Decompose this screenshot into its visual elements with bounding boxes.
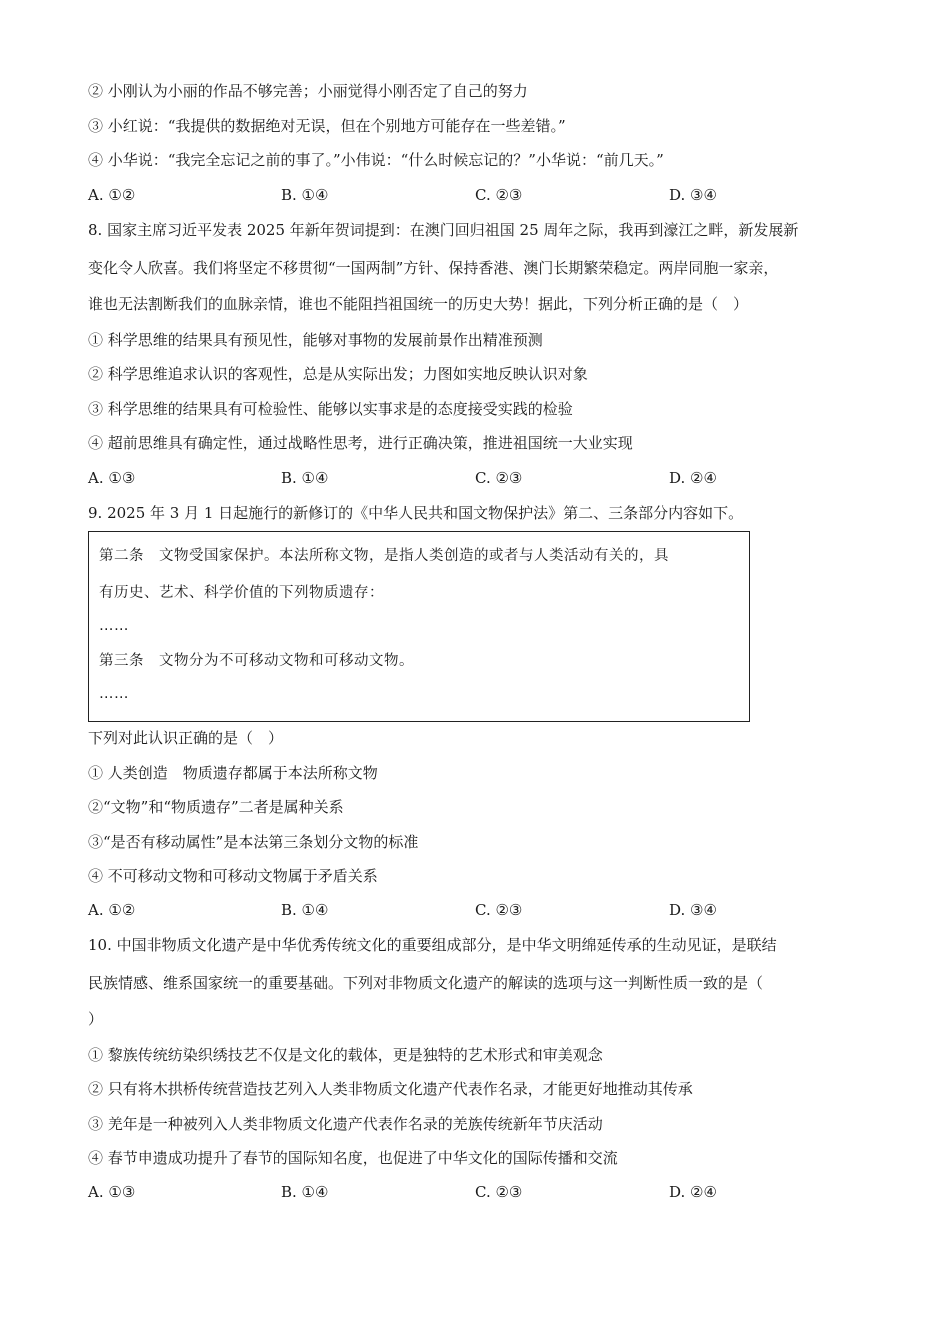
q10-item-1: ① 黎族传统纺染织绣技艺不仅是文化的载体，更是独特的艺术形式和审美观念 [88,1046,603,1064]
q8-option-a[interactable]: A. ①③ [88,469,136,487]
q10-options [88,1182,868,1202]
law-article-3: 第三条 文物分为不可移动文物和可移动文物。 [99,653,414,669]
q9-option-d[interactable]: D. ③④ [669,901,717,919]
q9-option-a[interactable]: A. ①② [88,901,136,919]
q10-option-c[interactable]: C. ②③ [475,1183,523,1201]
q8-options [88,468,868,488]
q8-stem-line-1: 8. 国家主席习近平发表 2025 年新年贺词提到：在澳门回归祖国 25 周年之际，我再到濠江之畔，新发展新 [88,221,799,239]
q7-option-b[interactable]: B. ①④ [281,186,329,204]
q9-item-2: ②“文物”和“物质遗存”二者是属种关系 [88,798,344,816]
q9-question: 下列对此认识正确的是（ ） [88,729,284,747]
q8-item-4: ④ 超前思维具有确定性，通过战略性思考，进行正确决策，推进祖国统一大业实现 [88,434,633,452]
q7-option-a[interactable]: A. ①② [88,186,136,204]
q7-item-3: ③ 小红说：“我提供的数据绝对无误，但在个别地方可能存在一些差错。” [88,117,566,135]
q8-stem-line-3: 谁也无法割断我们的血脉亲情，谁也不能阻挡祖国统一的历史大势！据此，下列分析正确的是（ ） [88,295,749,313]
q9-item-3: ③“是否有移动属性”是本法第三条划分文物的标准 [88,833,419,851]
q10-item-4: ④ 春节申遗成功提升了春节的国际知名度，也促进了中华文化的国际传播和交流 [88,1149,618,1167]
q9-option-c[interactable]: C. ②③ [475,901,523,919]
law-ellipsis-2: …… [99,686,129,702]
q9-options [88,900,868,920]
law-article-2-line-1: 第二条 文物受国家保护。本法所称文物，是指人类创造的或者与人类活动有关的，具 [99,548,669,564]
q10-stem-line-1: 10. 中国非物质文化遗产是中华优秀传统文化的重要组成部分，是中华文明绵延传承的生动见证，是联结 [88,936,777,954]
q8-item-3: ③ 科学思维的结果具有可检验性、能够以实事求是的态度接受实践的检验 [88,400,573,418]
q9-option-b[interactable]: B. ①④ [281,901,329,919]
law-ellipsis-1: …… [99,618,129,634]
q10-option-d[interactable]: D. ②④ [669,1183,717,1201]
q9-item-4: ④ 不可移动文物和可移动文物属于矛盾关系 [88,867,378,885]
law-excerpt-box [88,531,750,722]
q7-option-c[interactable]: C. ②③ [475,186,523,204]
q7-option-d[interactable]: D. ③④ [669,186,717,204]
q8-item-1: ① 科学思维的结果具有预见性，能够对事物的发展前景作出精准预测 [88,331,543,349]
q8-stem-line-2: 变化令人欣喜。我们将坚定不移贯彻“一国两制”方针、保持香港、澳门长期繁荣稳定。两岸同胞一家亲， [88,259,779,277]
q7-item-4: ④ 小华说：“我完全忘记之前的事了。”小伟说：“什么时候忘记的？”小华说：“前几天。” [88,151,664,169]
law-article-2-line-2: 有历史、艺术、科学价值的下列物质遗存： [99,585,384,601]
q10-option-a[interactable]: A. ①③ [88,1183,136,1201]
q10-stem-line-2: 民族情感、维系国家统一的重要基础。下列对非物质文化遗产的解读的选项与这一判断性质一致的是（ [88,974,764,992]
q10-stem-line-3: ） [88,1010,104,1028]
q10-item-3: ③ 羌年是一种被列入人类非物质文化遗产代表作名录的羌族传统新年节庆活动 [88,1115,603,1133]
q8-option-b[interactable]: B. ①④ [281,469,329,487]
q7-options [88,185,868,205]
q10-item-2: ② 只有将木拱桥传统营造技艺列入人类非物质文化遗产代表作名录，才能更好地推动其传承 [88,1080,693,1098]
q8-item-2: ② 科学思维追求认识的客观性，总是从实际出发；力图如实地反映认识对象 [88,365,588,383]
q8-option-c[interactable]: C. ②③ [475,469,523,487]
q9-stem: 9. 2025 年 3 月 1 日起施行的新修订的《中华人民共和国文物保护法》第二、三条部分内容如下。 [88,504,744,522]
q8-option-d[interactable]: D. ②④ [669,469,717,487]
q10-option-b[interactable]: B. ①④ [281,1183,329,1201]
q9-item-1: ① 人类创造 物质遗存都属于本法所称文物 [88,764,378,782]
q7-item-2: ② 小刚认为小丽的作品不够完善；小丽觉得小刚否定了自己的努力 [88,82,528,100]
